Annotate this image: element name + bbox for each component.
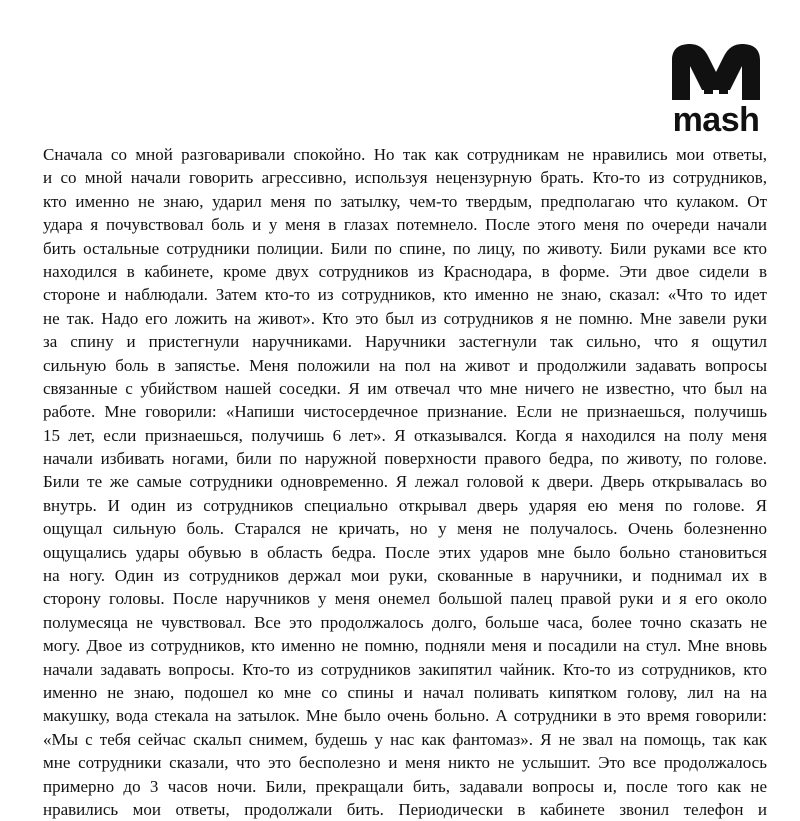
document-line: полумесяца не чувствовал. Все это продолжалось долго, больше часа, более точно сказать не [43, 612, 767, 632]
document-line: ощущались удары обувью в область бедра. После этих ударов мне было больно становиться [43, 542, 767, 562]
document-line: не так. Надо его ложить на живот». Кто это был из сотрудников я не помню. Мне завели руки [43, 308, 767, 328]
document-line: ощущал сильную боль. Старался не кричать, но у меня не получалось. Очень болезненно [43, 519, 767, 539]
document-line: сторону головы. После наручников у меня онемел большой палец правой руки и я его около [43, 589, 767, 609]
document-line: Били те же самые сотрудники одновременно. Я лежал головой к двери. Дверь открывалась во [43, 472, 767, 492]
document-line: могу. Двое из сотрудников, кто именно не помню, подняли меня и посадили на стул. Мне вновь [43, 636, 767, 656]
document-line: 15 лет, если признаешься, получишь 6 лет». Я отказывался. Когда я находился на полу меня [43, 425, 767, 445]
document-line: сильную боль в запястье. Меня положили на пол на живот и продолжили задавать вопросы [43, 355, 767, 375]
document-line: внутрь. И один из сотрудников специально открывал дверь ударяя ею меня по голове. Я [43, 495, 767, 515]
document-line: начали избивать ногами, били по наружной поверхности правого бедра, по животу, по голове. [43, 449, 767, 469]
document-line: мне сотрудники сказали, что это бесполезно и меня никто не услышит. Это все продолжалось [43, 753, 767, 773]
document-line: работе. Мне говорили: «Напиши чистосердечное признание. Если не признаешься, получишь [43, 402, 767, 422]
document-line: кто именно не знаю, ударил меня по затылку, чем-то твердым, предполагаю что кулаком. От [43, 191, 767, 211]
mash-logo [668, 42, 764, 142]
document-line: бить остальные сотрудники полиции. Били по спине, по лицу, по животу. Били руками все кто [43, 238, 767, 258]
document-line: удара я почувствовал боль и у меня в глазах потемнело. После этого меня по очереди начали [43, 215, 767, 235]
document-line: на ногу. Один из сотрудников держал мои руки, скованные в наручники, и поднимал их в [43, 566, 767, 586]
document-line: макушку, вода стекала на затылок. Мне было очень больно. А сотрудники в это время говорили: [43, 706, 767, 726]
document-line: Сначала со мной разговаривали спокойно. Но так как сотрудникам не нравились мои ответы, [43, 145, 767, 164]
mash-logo-wordmark: mash [672, 101, 760, 139]
document-line: «Мы с тебя сейчас скальп снимем, будешь у нас как фантомаз». Я не звал на помощь, так как [43, 729, 767, 749]
document-body [43, 143, 767, 821]
document-line: стороне и наблюдали. Затем кто-то из сотрудников, кто именно не знаю, сказал: «Что то идет [43, 285, 767, 305]
document-line: находился в кабинете, кроме двух сотрудников из Краснодара, в форме. Эти двое сидели в [43, 261, 767, 281]
document-line: связанные с убийством нашей соседки. Я им отвечал что мне ничего не известно, что был на [43, 378, 767, 398]
document-line: за спину и пристегнули наручниками. Наручники застегнули так сильно, что я ощутил [43, 332, 767, 352]
document-line: именно не знаю, подошел ко мне со спины и начал поливать кипятком голову, лил на на [43, 682, 767, 702]
document-line: начали задавать вопросы. Кто-то из сотрудников закипятил чайник. Кто-то из сотрудников, кто [43, 659, 767, 679]
document-line: и со мной начали говорить агрессивно, используя нецензурную брать. Кто-то из сотрудников, [43, 168, 767, 188]
mash-logo-mark [668, 42, 764, 104]
document-line: нравились мои ответы, продолжали бить. Периодически в кабинете звонил телефон и [43, 799, 767, 819]
document-line: примерно до 3 часов ночи. Били, прекращали бить, задавали вопросы и, после того как не [43, 776, 767, 796]
